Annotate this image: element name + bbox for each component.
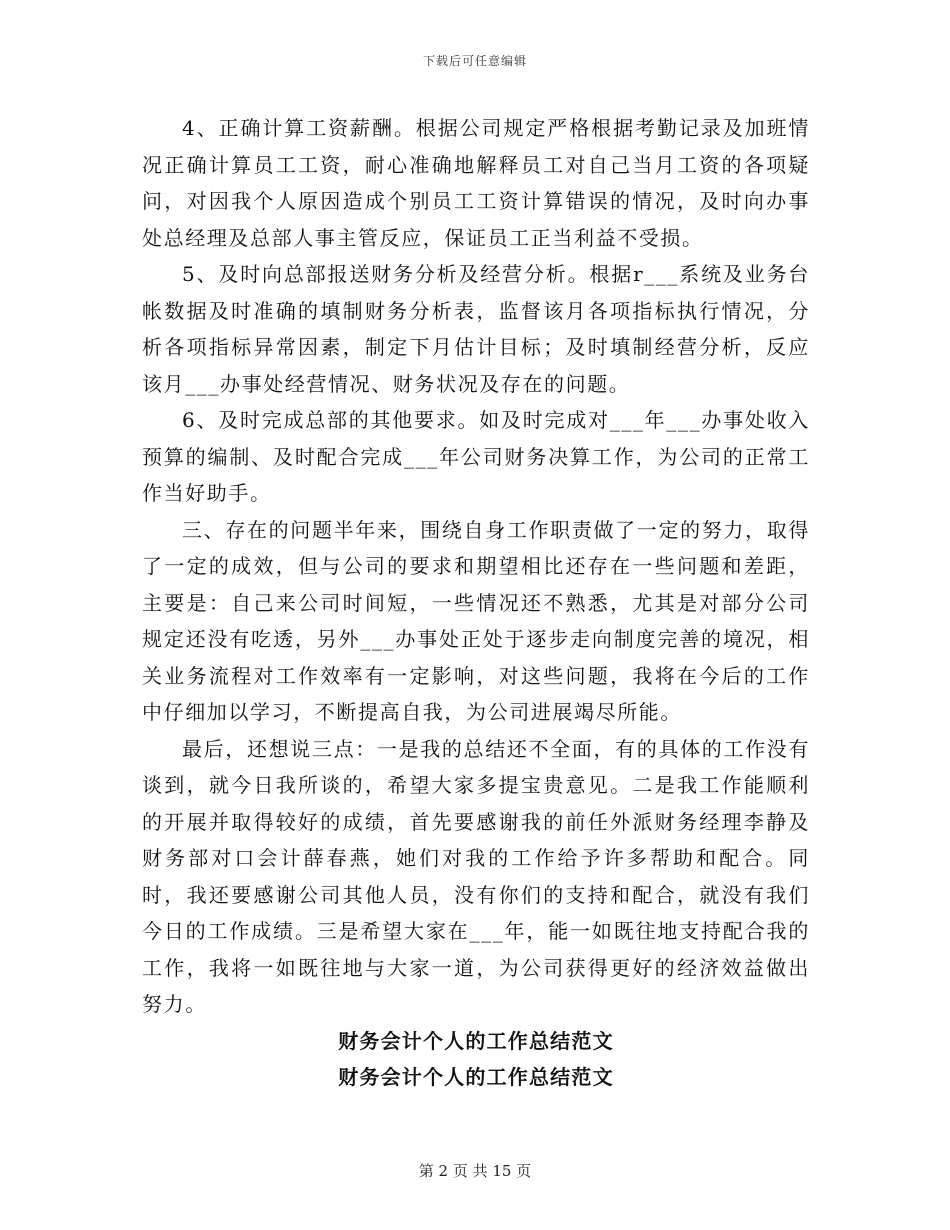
paragraph-item-6: 6、及时完成总部的其他要求。如及时完成对___年___办事处收入预算的编制、及时配合完成___年公司财务决算工作，为公司的正常工作当好助手。 (142, 408, 810, 505)
paragraph-problems: 三、存在的问题半年来，围绕自身工作职责做了一定的努力，取得了一定的成效，但与公司的要求和期望相比还存在一些问题和差距，主要是：自己来公司时间短，一些情况还不熟悉，尤其是对部分公司规定还没有吃透，另外___办事处正处于逐步走向制度完善的境况，相关业务流程对工作效率有一定影响，对这些问题，我将在今后的工作中仔细加以学习，不断提高自我，为公司进展竭尽所能。 (142, 517, 810, 724)
section-heading: 财务会计个人的工作总结范文 (338, 1065, 614, 1089)
paragraph-item-4: 4、正确计算工资薪酬。根据公司规定严格根据考勤记录及加班情况正确计算员工工资，耐心准确地解释员工对自己当月工资的各项疑问，对因我个人原因造成个别员工工资计算错误的情况，及时向办事处总经理及总部人事主管反应，保证员工正当利益不受损。 (142, 116, 810, 250)
paragraph-item-5: 5、及时向总部报送财务分析及经营分析。根据r___系统及业务台帐数据及时准确的填制财务分析表，监督该月各项指标执行情况，分析各项指标异常因素，制定下月估计目标；及时填制经营分析，反应该月___办事处经营情况、财务状况及存在的问题。 (142, 262, 810, 396)
document-body (142, 110, 810, 1096)
page-footer: 第 2 页 共 15 页 (418, 1162, 532, 1180)
page-header: 下载后可任意编辑 (422, 54, 527, 68)
section-heading: 财务会计个人的工作总结范文 (338, 1028, 614, 1053)
paragraph-closing: 最后，还想说三点：一是我的总结还不全面，有的具体的工作没有谈到，就今日我所谈的，希望大家多提宝贵意见。二是我工作能顺利的开展并取得较好的成绩，首先要感谢我的前任外派财务经理李静及财务部对口会计薛春燕，她们对我的工作给予许多帮助和配合。同时，我还要感谢公司其他人员，没有你们的支持和配合，就没有我们今日的工作成绩。三是希望大家在___年，能一如既往地支持配合我的工作，我将一如既往地与大家一道，为公司获得更好的经济效益做出努力。 (142, 736, 810, 1016)
